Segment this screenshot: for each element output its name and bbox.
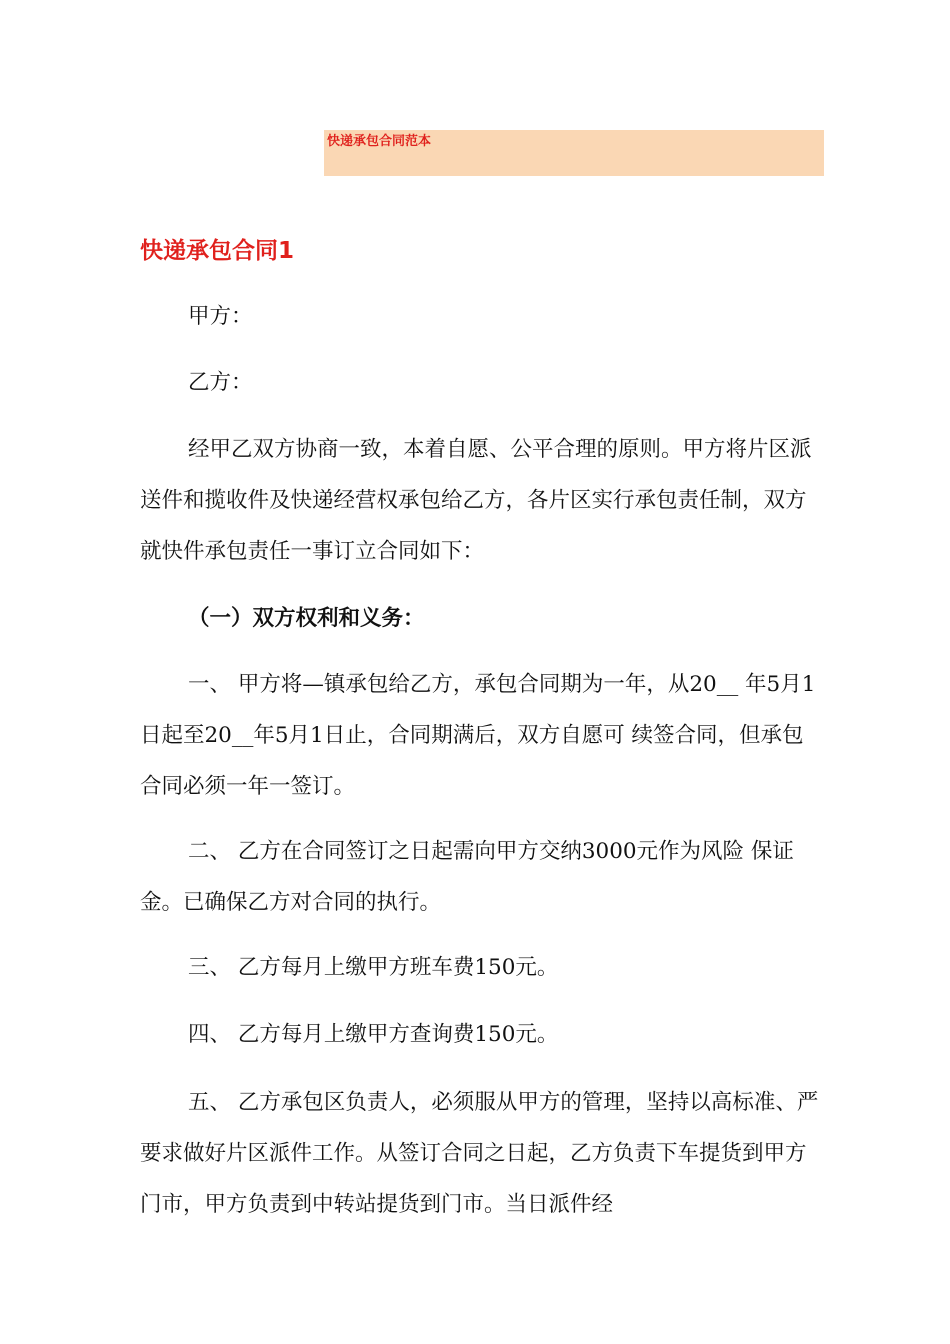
party-a-line: 甲方： [188, 304, 253, 329]
clause-4: 四、 乙方每月上缴甲方查询费150元。 [188, 1022, 559, 1047]
intro-paragraph: 经甲乙双方协商一致，本着自愿、公平合理的原则。甲方将片区派送件和揽收件及快递经营权承包给乙方，各片区实行承包责任制，双方就快件承包责任一事订立合同如下： [140, 437, 812, 564]
header-banner [324, 130, 824, 176]
header-banner-text: 快递承包合同范本 [327, 134, 432, 149]
clause-3: 三、 乙方每月上缴甲方班车费150元。 [188, 955, 559, 980]
clause-2: 二、 乙方在合同签订之日起需向甲方交纳3000元作为风险 保证金。已确保乙方对合同的执行。 [140, 839, 794, 915]
section-heading-rights-obligations: （一）双方权利和义务： [188, 606, 425, 631]
clause-5: 五、 乙方承包区负责人，必须服从甲方的管理，坚持以高标准、严要求做好片区派件工作。从签订合同之日起，乙方负责下车提货到甲方门市，甲方负责到中转站提货到门市。当日派件经 [140, 1090, 819, 1217]
party-b-line: 乙方： [188, 370, 253, 395]
clause-1: 一、 甲方将—镇承包给乙方，承包合同期为一年，从20__ 年5月1日起至20__年5月1日止，合同期满后，双方自愿可 续签合同，但承包合同必须一年一签订。 [140, 672, 816, 799]
document-title: 快递承包合同1 [140, 238, 295, 264]
